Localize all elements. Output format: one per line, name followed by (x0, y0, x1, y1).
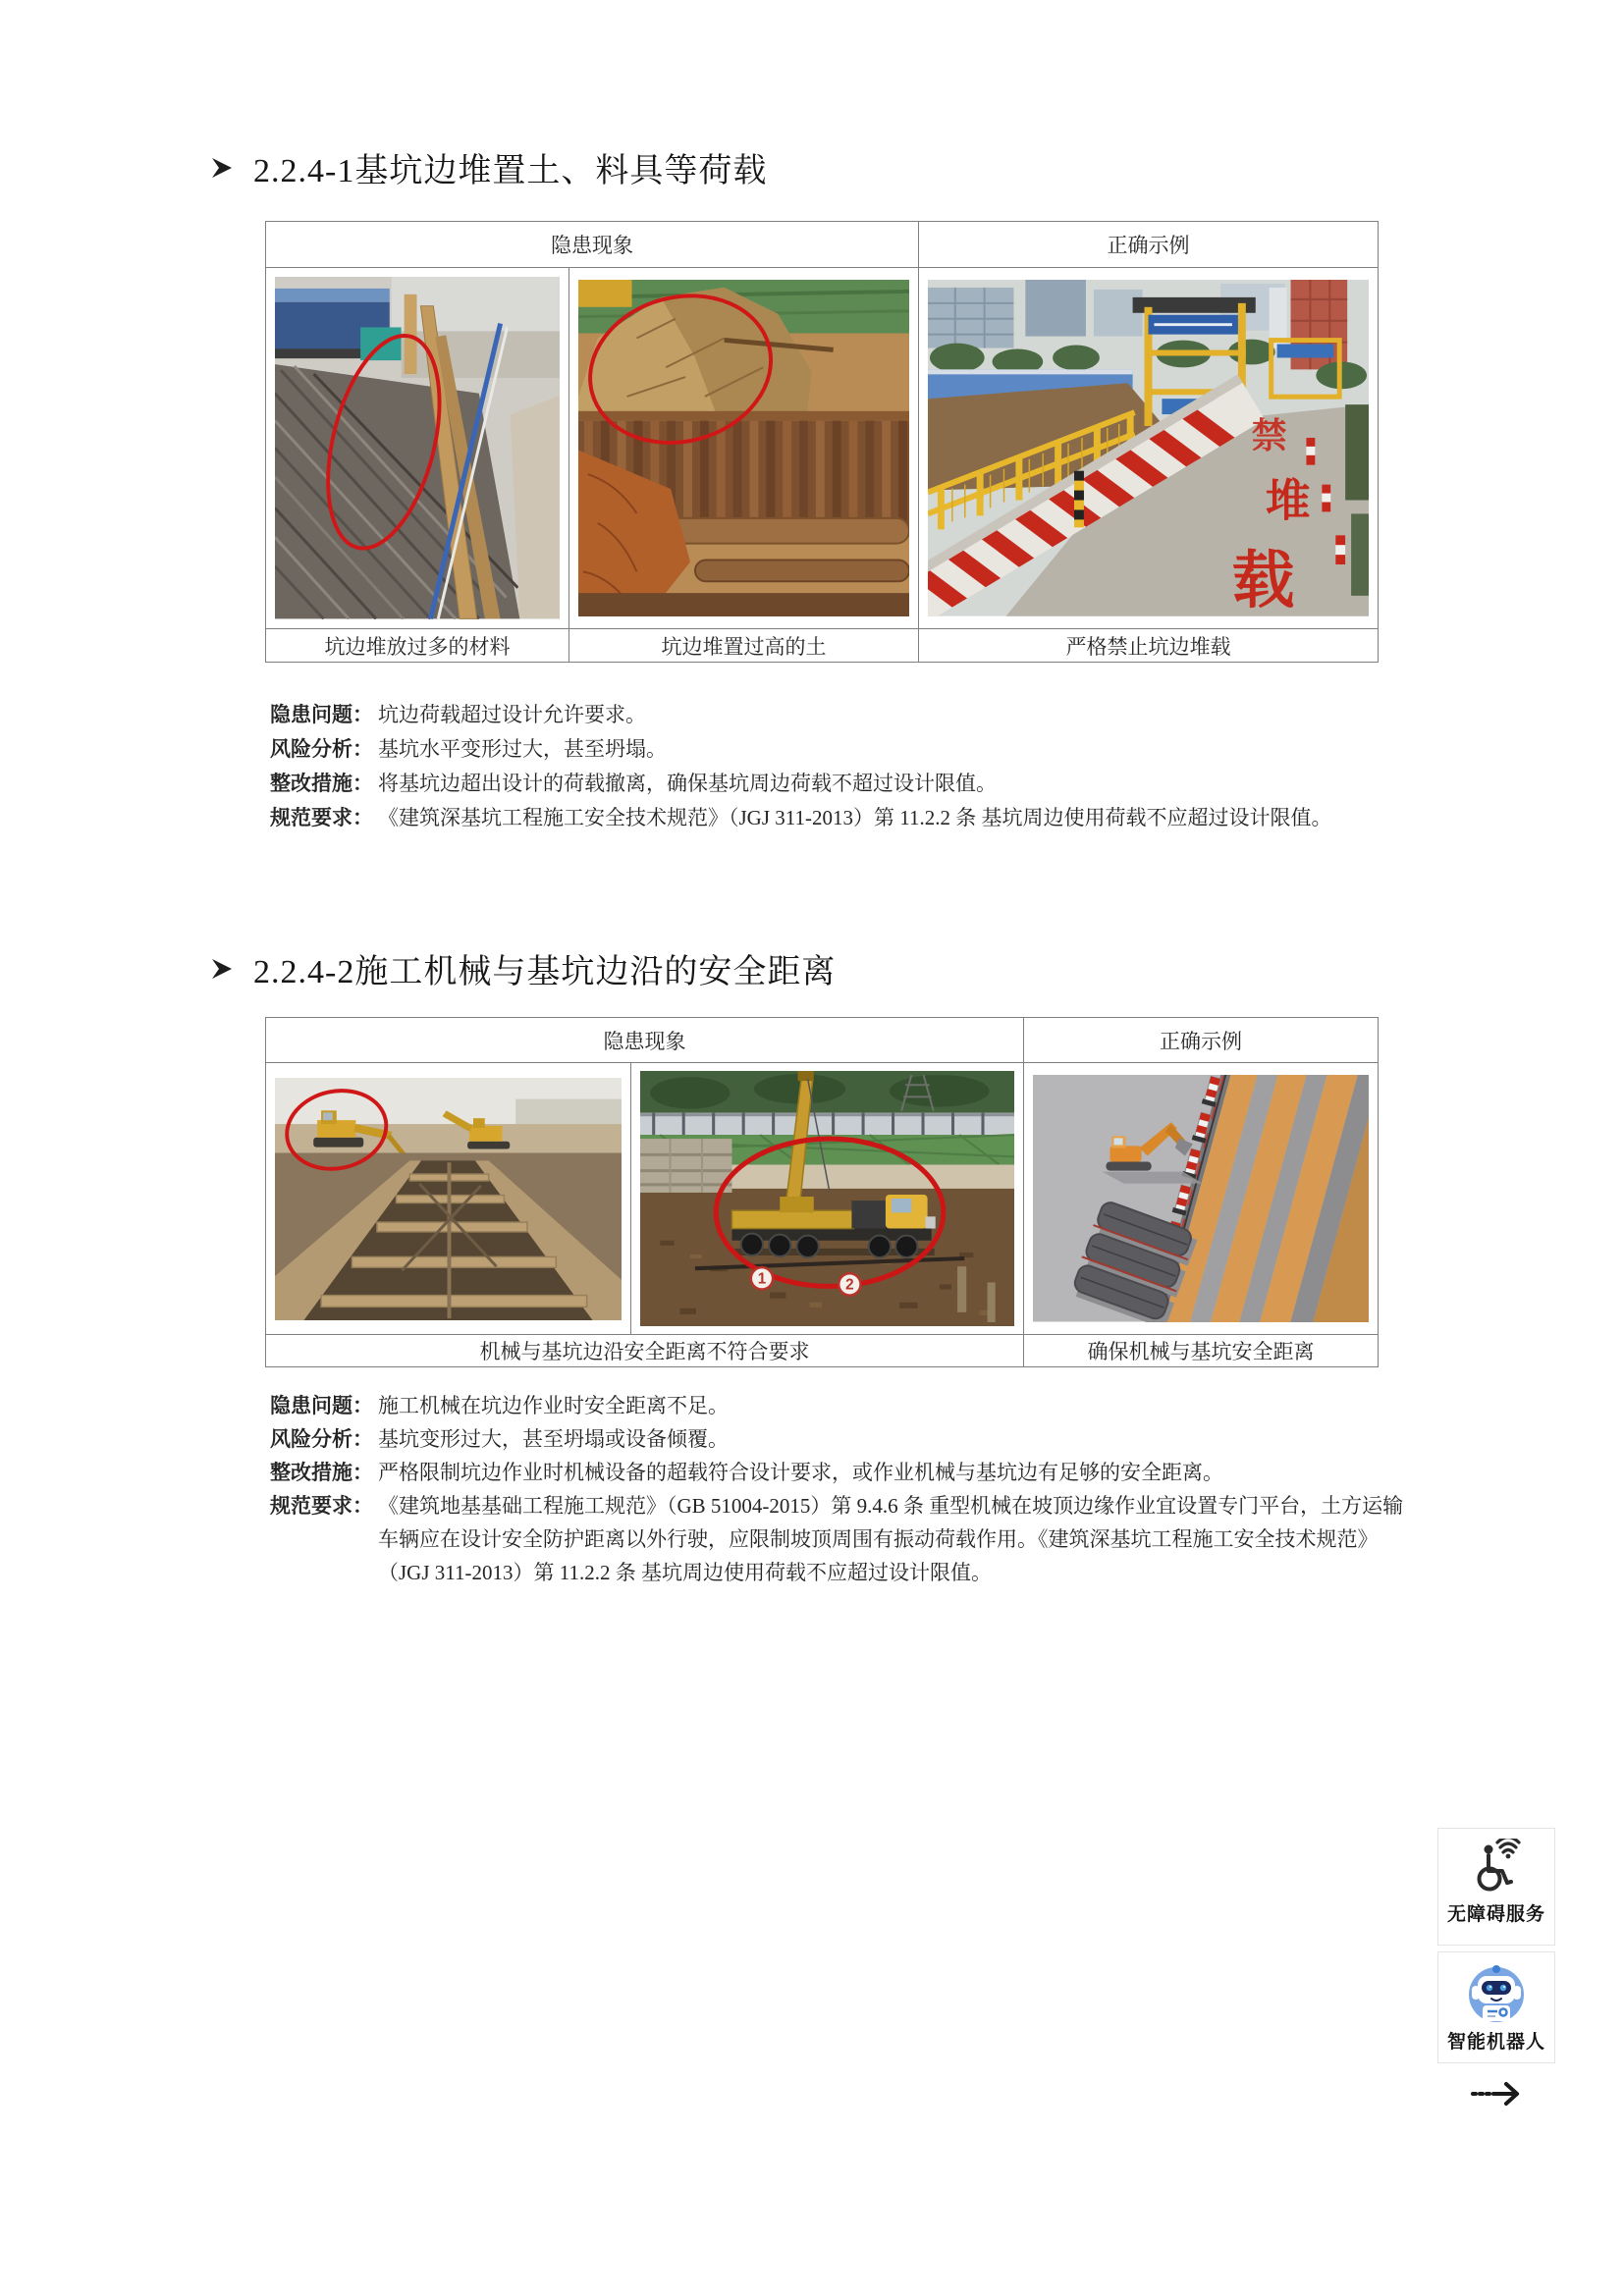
detail-row (270, 1389, 1404, 1422)
detail-label: 规范要求： (270, 1494, 373, 1518)
detail-text: 坑边荷载超过设计允许要求。 (378, 703, 646, 726)
detail-text: 基坑水平变形过大，甚至坍塌。 (378, 737, 667, 761)
hazard-photo-crane-truck (640, 1071, 1014, 1326)
detail-row (270, 767, 1399, 801)
table-header-row (266, 1018, 1379, 1063)
detail-label: 整改措施： (270, 1461, 373, 1484)
detail-text: 严格限制坑边作业时机械设备的超载符合设计要求，或作业机械与基坑边有足够的安全距离。 (378, 1461, 1223, 1484)
caption-cell: 严格禁止坑边堆载 (919, 629, 1379, 663)
detail-label: 风险分析： (270, 737, 373, 761)
detail-row (270, 801, 1399, 835)
correct-header-cell: 正确示例 (919, 222, 1379, 268)
photo-cell (631, 1063, 1024, 1335)
accessibility-service-button[interactable] (1437, 1828, 1555, 1946)
svg-text:禁: 禁 (1251, 415, 1287, 455)
caption-cell: 坑边堆置过高的土 (569, 629, 919, 663)
correct-photo-safe-distance-render (1033, 1075, 1369, 1321)
accessibility-service-label: 无障碍服务 (1446, 1904, 1545, 1925)
correct-header-cell: 正确示例 (1024, 1018, 1379, 1063)
hazard-photo-soil-mound (578, 280, 909, 617)
detail-row (270, 732, 1399, 767)
caption-cell: 坑边堆放过多的材料 (266, 629, 569, 663)
detail-text: 《建筑地基基础工程施工规范》（GB 51004-2015）第 9.4.6 条 重型机械在坡顶边缘作业宜设置专门平台，土方运输车辆应在设计安全防护距离以外行驶，应限制坡顶周围有振动荷载作用。《建筑深基坑工程施工安全技术规范》（JGJ 311-2013）第 11.2.2 条 基坑周边使用荷载不应超过设计限值。 (378, 1494, 1404, 1584)
robot-icon (1466, 1962, 1527, 2023)
detail-label: 隐患问题： (270, 703, 373, 726)
svg-text:载: 载 (1231, 545, 1295, 615)
section1-details (270, 698, 1399, 835)
table-image-row (266, 268, 1379, 629)
detail-label: 规范要求： (270, 806, 373, 829)
table-header-row (266, 222, 1379, 268)
photo-cell (266, 1063, 631, 1335)
detail-text: 基坑变形过大，甚至坍塌或设备倾覆。 (378, 1427, 729, 1451)
hazard-header-cell: 隐患现象 (266, 222, 919, 268)
section1-heading (210, 143, 767, 191)
detail-label: 隐患问题： (270, 1394, 373, 1417)
detail-row (270, 698, 1399, 732)
caption-cell: 确保机械与基坑安全距离 (1024, 1335, 1379, 1367)
table-caption-row (266, 1335, 1379, 1367)
detail-text: 施工机械在坑边作业时安全距离不足。 (378, 1394, 729, 1417)
hazard-photo-excavators-near-pit (275, 1078, 622, 1320)
smart-robot-button[interactable] (1437, 1951, 1555, 2063)
arrow-bullet-icon (210, 155, 234, 181)
hazard-header-cell: 隐患现象 (266, 1018, 1024, 1063)
section1-table (265, 221, 1379, 663)
svg-text:2: 2 (845, 1276, 854, 1294)
striped-pole (1074, 471, 1084, 528)
detail-label: 风险分析： (270, 1427, 373, 1451)
caption-cell: 机械与基坑边沿安全距离不符合要求 (266, 1335, 1024, 1367)
detail-text: 将基坑边超出设计的荷载撤离，确保基坑周边荷载不超过设计限值。 (378, 772, 997, 795)
detail-row (270, 1422, 1404, 1456)
wheelchair-wifi-icon (1468, 1839, 1525, 1896)
svg-text:堆: 堆 (1265, 475, 1311, 526)
smart-robot-label: 智能机器人 (1446, 2032, 1545, 2053)
section2-title: 2.2.4-2施工机械与基坑边沿的安全距离 (253, 954, 837, 990)
photo-cell (266, 268, 569, 629)
hazard-photo-rebar-pile (275, 277, 560, 618)
photo-cell (919, 268, 1379, 629)
photo-cell (1024, 1063, 1379, 1335)
section1-title: 2.2.4-1基坑边堆置土、料具等荷载 (253, 153, 768, 189)
detail-row (270, 1489, 1404, 1589)
arrow-bullet-icon (210, 956, 234, 982)
detail-label: 整改措施： (270, 772, 373, 795)
detail-text: 《建筑深基坑工程施工安全技术规范》（JGJ 311-2013）第 11.2.2 条 基坑周边使用荷载不应超过设计限值。 (378, 806, 1332, 829)
concrete-block-stack (640, 1139, 731, 1193)
section2-table (265, 1017, 1379, 1367)
table-image-row (266, 1063, 1379, 1335)
section2-heading (210, 944, 836, 992)
section2-details (270, 1389, 1404, 1589)
next-arrow-icon[interactable] (1471, 2079, 1524, 2109)
correct-photo-no-stacking-zone (928, 280, 1369, 616)
table-caption-row (266, 629, 1379, 663)
photo-cell (569, 268, 919, 629)
detail-row (270, 1456, 1404, 1489)
svg-text:1: 1 (757, 1270, 767, 1288)
